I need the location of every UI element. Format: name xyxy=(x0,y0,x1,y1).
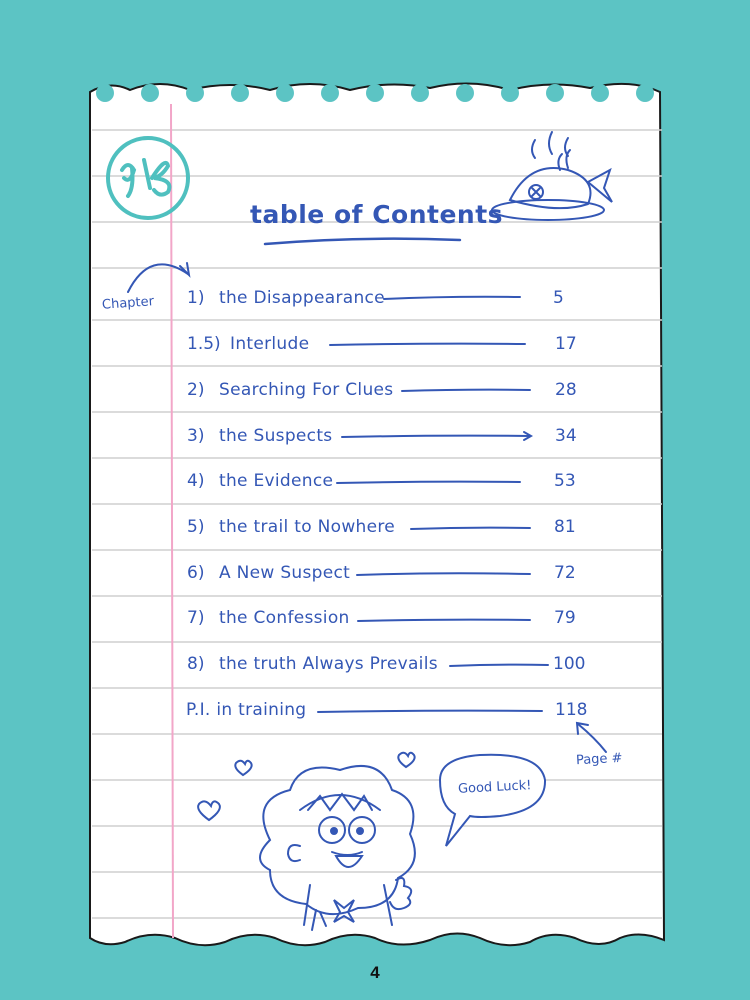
toc-page: 5 xyxy=(553,288,564,308)
toc-title: the Suspects xyxy=(219,426,333,446)
toc-row xyxy=(0,517,750,557)
toc-title: the Confession xyxy=(219,608,350,628)
toc-page: 53 xyxy=(554,471,576,491)
toc-title: the Evidence xyxy=(219,471,334,491)
toc-number: 2) xyxy=(187,380,205,400)
speech-text: Good Luck! xyxy=(457,778,532,797)
toc-page: 72 xyxy=(554,563,576,583)
toc-page: 28 xyxy=(555,380,577,400)
toc-title: the Disappearance xyxy=(219,288,385,308)
toc-row xyxy=(0,608,750,648)
toc-number: 1) xyxy=(187,288,205,308)
toc-page: 100 xyxy=(553,654,586,674)
page-folio: 4 xyxy=(370,963,380,982)
toc-number: 8) xyxy=(187,654,205,674)
toc-page: 79 xyxy=(554,608,576,628)
toc-number: 3) xyxy=(187,426,205,446)
toc-page: 34 xyxy=(555,426,577,446)
toc-row xyxy=(0,471,750,511)
toc-number: 4) xyxy=(187,471,205,491)
toc-row xyxy=(0,288,750,328)
toc-title: the trail to Nowhere xyxy=(219,517,396,537)
toc-row xyxy=(0,380,750,420)
toc-row xyxy=(0,563,750,603)
toc-title: P.I. in training xyxy=(186,700,307,720)
toc-number: 6) xyxy=(187,563,205,583)
toc-row xyxy=(0,426,750,466)
toc-row xyxy=(0,334,750,374)
toc-row xyxy=(0,654,750,694)
toc-title: the truth Always Prevails xyxy=(219,654,438,674)
toc-page: 17 xyxy=(555,334,577,354)
toc-page: 118 xyxy=(555,700,588,720)
toc-title: A New Suspect xyxy=(219,563,351,583)
toc-title: Searching For Clues xyxy=(219,380,394,400)
toc-number: 1.5) xyxy=(187,334,221,354)
toc-page: 81 xyxy=(554,517,576,537)
toc-row xyxy=(0,700,750,740)
toc-title: Interlude xyxy=(230,334,310,354)
page-title: table of Contents xyxy=(250,200,504,229)
toc-number: 5) xyxy=(187,517,205,537)
page-number-label: Page # xyxy=(575,750,623,769)
chapter-label: Chapter xyxy=(101,294,155,313)
toc-number: 7) xyxy=(187,608,205,628)
